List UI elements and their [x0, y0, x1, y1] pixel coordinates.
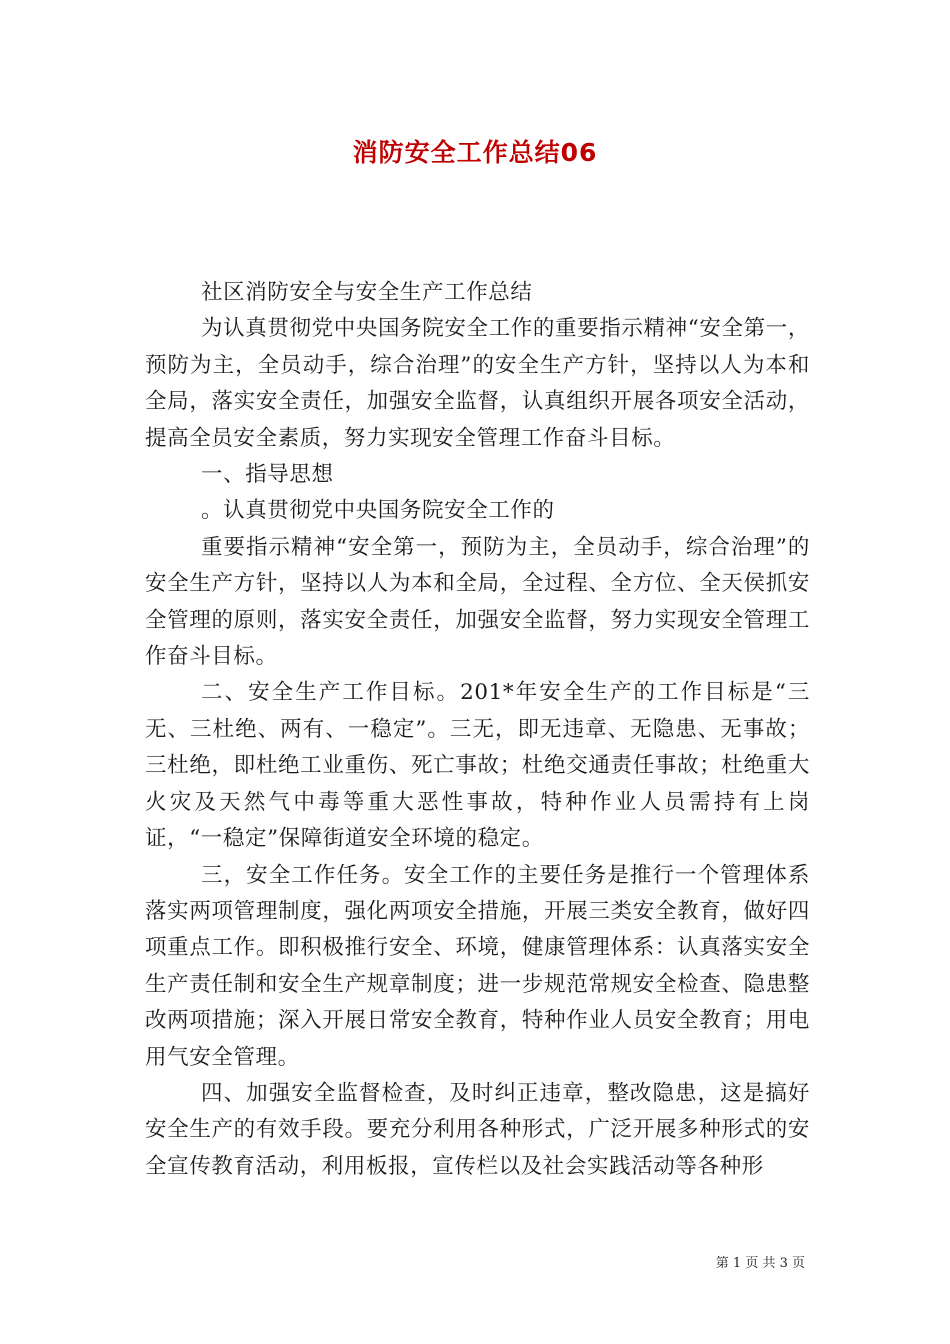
paragraph-section-1-body: 重要指示精神“安全第一，预防为主，全员动手，综合治理”的安全生产方针，坚持以人为本和全局，全过程、全方位、全天侯抓安全管理的原则，落实安全责任，加强安全监督，努力实现安全管理工作奋斗目标。	[145, 534, 810, 670]
paragraph-section-4: 四、加强安全监督检查，及时纠正违章，整改隐患，这是搞好安全生产的有效手段。要充分利用各种形式，广泛开展多种形式的安全宣传教育活动，利用板报，宣传栏以及社会实践活动等各种形	[145, 1080, 810, 1179]
paragraph-section-3: 三，安全工作任务。安全工作的主要任务是推行一个管理体系落实两项管理制度，强化两项安全措施，开展三类安全教育，做好四项重点工作。即积极推行安全、环境，健康管理体系：认真落实安全生产责任制和安全生产规章制度；进一步规范常规安全检查、隐患整改两项措施；深入开展日常安全教育，特种作业人员安全教育；用电用气安全管理。	[145, 862, 810, 1070]
document-body	[145, 275, 810, 1185]
paragraph-intro: 为认真贯彻党中央国务院安全工作的重要指示精神“安全第一，预防为主，全员动手，综合治理”的安全生产方针，坚持以人为本和全局，落实安全责任，加强安全监督，认真组织开展各项安全活动，提高全员安全素质，努力实现安全管理工作奋斗目标。	[145, 316, 810, 451]
paragraph-heading: 社区消防安全与安全生产工作总结	[201, 280, 533, 305]
paragraph-section-2: 二、安全生产工作目标。201*年安全生产的工作目标是“三无、三杜绝、两有、一稳定”。三无，即无违章、无隐患、无事故；三杜绝，即杜绝工业重伤、死亡事故；杜绝交通责任事故；杜绝重大火灾及天然气中毒等重大恶性事故，特种作业人员需持有上岗证，“一稳定”保障街道安全环境的稳定。	[145, 680, 810, 852]
page-number-footer: 第 1 页 共 3 页	[715, 1256, 805, 1271]
paragraph-section-1-lead: 。认真贯彻党中央国务院安全工作的	[201, 498, 555, 524]
document-title: 消防安全工作总结06	[352, 138, 598, 167]
paragraph-section-1-heading: 一、指导思想	[201, 462, 334, 488]
